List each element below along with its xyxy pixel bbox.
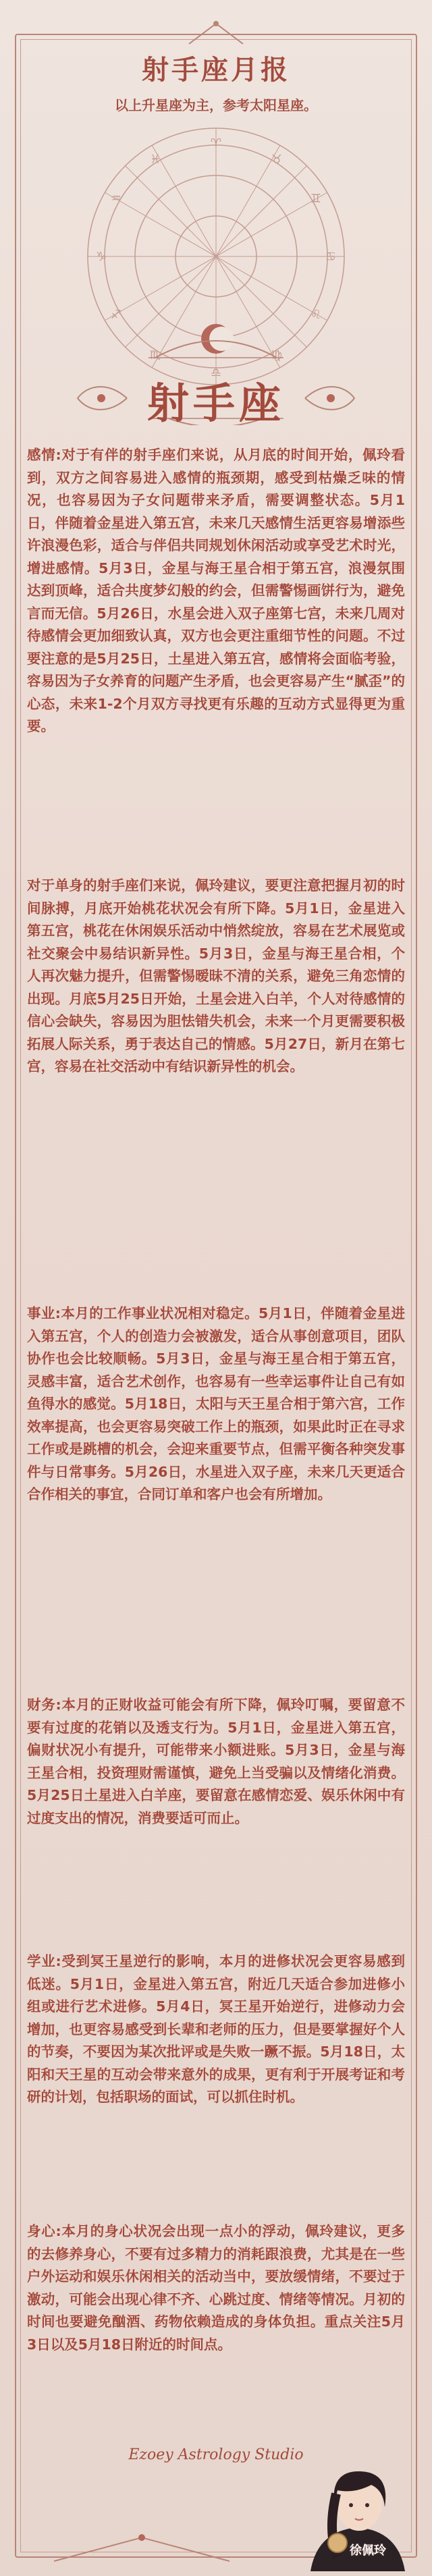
svg-text:♉: ♉ bbox=[271, 153, 283, 167]
page-title: 射手座月报 bbox=[142, 54, 290, 86]
svg-text:♈: ♈ bbox=[210, 136, 222, 150]
top-ornament-icon bbox=[182, 20, 250, 47]
bottom-ornament-icon bbox=[40, 2497, 243, 2565]
right-flourish-icon bbox=[304, 378, 358, 418]
svg-text:♓: ♓ bbox=[149, 153, 161, 167]
svg-text:♊: ♊ bbox=[310, 192, 322, 206]
studio-name: Ezoey Astrology Studio bbox=[128, 2446, 304, 2463]
svg-text:♏: ♏ bbox=[149, 348, 161, 362]
svg-text:♍: ♍ bbox=[271, 348, 283, 362]
page-subtitle: 以上升星座为主，参考太阳星座。 bbox=[115, 97, 317, 113]
section-love-couple: 感情:对于有伴的射手座们来说，从月底的时间开始，佩玲看到，双方之间容易进入感情的瓶颈期，感受到枯燥乏味的情况，也容易因为子女问题带来矛盾，需要调整状态。5月1日，伴随着金星进入第五宫，未来几天感情生活更容易增添些许浪漫色彩，适合与伴侣共同规划休闲活动或享受艺术时光，增进感情。5月3日，金星与海王星合相于第五宫，浪漫氛围达到顶峰，适合共度梦幻般的约会，但需警惕画饼行为，避免言而无信。5月26日，水星会进入双子座第七宫，未来几周对待感情会更加细致认真，双方也会更注重细节性的问题。不过要注意的是5月25日，土星进入第五宫，感情将会面临考验，容易因为子女养育的问题产生矛盾，也会更容易产生“腻歪”的心态，未来1-2个月双方寻找更有乐趣的互动方式显得更为重要。 bbox=[27, 447, 405, 734]
svg-text:♐: ♐ bbox=[110, 308, 122, 322]
signature: 徐佩玲 bbox=[350, 2544, 386, 2558]
svg-text:♋: ♋ bbox=[325, 250, 337, 264]
section-wealth: 财务:本月的正财收益可能会有所下降，佩玲叮嘱，要留意不要有过度的花销以及透支行为。5月1日，金星进入第五宫，偏财状况小有提升，可能带来小额进账。5月3日，金星与海王星合相，投资理财需谨慎，避免上当受骗以及情绪化消费。5月25日土星进入白羊座，要留意在感情恋爱、娱乐休闲中有过度支出的情况，消费要适可而止。 bbox=[27, 1697, 405, 1826]
svg-text:♒: ♒ bbox=[110, 192, 122, 206]
section-career: 事业:本月的工作事业状况相对稳定。5月1日，伴随着金星进入第五宫，个人的创造力会被激发，适合从事创意项目，团队协作也会比较顺畅。5月3日，金星与海王星合相于第五宫，灵感丰富，适合艺术创作，也容易有一些幸运事件让自己有如鱼得水的感觉。5月18日，太阳与天王星合相于第六宫，工作效率提高，也会更容易突破工作上的瓶颈，如果此时正在寻求工作或是跳槽的机会，会迎来重要节点，但需平衡各种突发事件与日常事务。5月26日，水星进入双子座，未来几天更适合合作相关的事宜，合同订单和客户也会有所增加。 bbox=[27, 1305, 405, 1502]
svg-text:♎: ♎ bbox=[210, 366, 222, 380]
sign-title: 射手座 bbox=[146, 379, 285, 428]
section-health: 身心:本月的身心状况会出现一点小的浮动，佩玲建议，更多的去修养身心，不要有过多精力的消耗跟浪费，尤其是在一些户外运动和娱乐休闲相关的活动当中，要放缓情绪，不要过于激动，可能会出现心律不齐、心跳过度、情绪等情况。月初的时间也要避免酗酒、药物依赖造成的身体负担。重点关注5月3日以及5月18日附近的时间点。 bbox=[27, 2223, 405, 2353]
section-love-single: 对于单身的射手座们来说，佩玲建议，要更注意把握月初的时间脉搏，月底开始桃花状况会有所下降。5月1日，金星进入第五宫，桃花在休闲娱乐活动中悄然绽放，容易在艺术展览或社交聚会中易结识新异性。5月3日，金星与海王星合相，个人再次魅力提升，但需警惕暧昧不清的关系，避免三角恋情的出现。月底5月25日开始，土星会进入白羊，个人对待感情的信心会缺失，容易因为胆怯错失机会，未来一个月更需要积极拓展人际关系，勇于表达自己的情感。5月27日，新月在第七宫，容易在社交活动中有结识新异性的机会。 bbox=[27, 877, 405, 1074]
svg-text:♑: ♑ bbox=[95, 250, 107, 264]
svg-text:♌: ♌ bbox=[310, 308, 322, 322]
section-study: 学业:受到冥王星逆行的影响，本月的进修状况会更容易感到低迷。5月1日，金星进入第五宫，附近几天适合参加进修小组或进行艺术进修。5月4日，冥王星开始逆行，进修动力会增加，也更容易感受到长辈和老师的压力，但是要掌握好个人的节奏，不要因为某次批评或是失败一蹶不振。5月18日，太阳和天王星的互动会带来意外的成果，更有利于开展考证和考研的计划，包括职场的面试，可以抓住时机。 bbox=[27, 1953, 405, 2105]
left-flourish-icon bbox=[74, 378, 128, 418]
